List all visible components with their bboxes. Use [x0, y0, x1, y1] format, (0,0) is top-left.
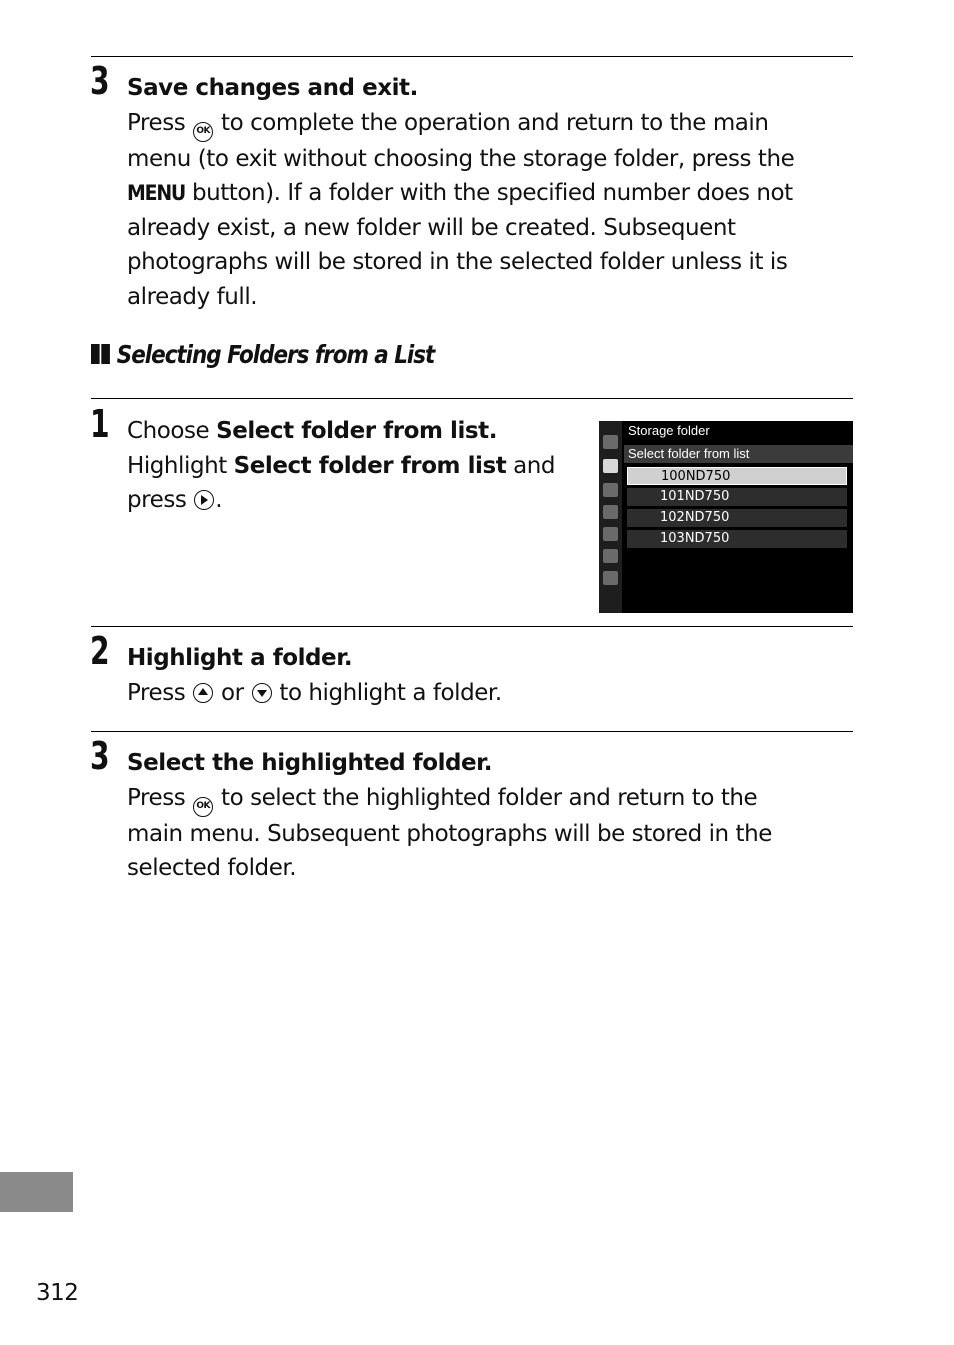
my-menu-icon [603, 571, 618, 585]
step-number: 3 [90, 59, 110, 103]
section-heading: Selecting Folders from a List [91, 340, 434, 370]
wrench-menu-icon [603, 527, 618, 541]
multi-selector-down-icon [252, 683, 272, 703]
step1-body [127, 414, 555, 518]
step-heading: Save changes and exit. [127, 75, 418, 101]
step-text-line: selected folder. [127, 855, 297, 882]
step-text-line: Press OK to select the highlighted folder and return to the [127, 781, 772, 817]
ok-button-icon: OK [193, 122, 213, 142]
folder-row[interactable]: 101ND750 [627, 488, 847, 506]
step-text-line: press . [127, 487, 223, 514]
step-text-line: photographs will be stored in the selected folder unless it is [127, 249, 788, 276]
step-text-line: Press or to highlight a folder. [127, 679, 502, 706]
playback-menu-icon [603, 435, 618, 449]
step-text-line: menu (to exit without choosing the storage folder, press the [127, 145, 795, 172]
step-text-line: Press OK to complete the operation and return to the main [127, 106, 794, 142]
movie-menu-icon [603, 483, 618, 497]
step3-body [127, 746, 772, 886]
multi-selector-up-icon [193, 683, 213, 703]
step-heading: Select the highlighted folder. [127, 750, 493, 776]
divider [91, 731, 853, 732]
page-number: 312 [36, 1280, 79, 1306]
ok-button-icon: OK [193, 797, 213, 817]
section-marker-icon [91, 341, 112, 370]
step-number: 3 [90, 734, 110, 778]
step-text-line: already full. [127, 283, 258, 310]
camera-menu-icon [603, 459, 618, 473]
step-text-line: MENU button). If a folder with the specified number does not [127, 180, 793, 207]
divider [91, 398, 853, 399]
step-number: 2 [90, 629, 110, 673]
step-text-line: main menu. Subsequent photographs will be stored in the [127, 820, 772, 847]
step-text-line: Highlight Select folder from list and [127, 452, 556, 479]
divider-top [91, 56, 853, 57]
step-number: 1 [90, 402, 110, 446]
step-heading: Choose Select folder from list. [127, 418, 497, 444]
folder-row[interactable]: 102ND750 [627, 509, 847, 527]
menu-sidebar [599, 421, 622, 613]
camera-menu-screen [599, 421, 853, 613]
multi-selector-right-icon [194, 490, 214, 510]
step-save-body [127, 71, 794, 315]
pencil-menu-icon [603, 505, 618, 519]
step-text-line: already exist, a new folder will be created. Subsequent [127, 214, 736, 241]
step2-body [127, 641, 502, 710]
retouch-menu-icon [603, 549, 618, 563]
folder-row[interactable]: 103ND750 [627, 530, 847, 548]
divider [91, 626, 853, 627]
menu-button-icon: MENU [127, 181, 186, 206]
screen-subtitle: Select folder from list [624, 445, 853, 463]
folder-row[interactable]: 100ND750 [627, 467, 847, 485]
chapter-tab [0, 1172, 73, 1212]
step-heading: Highlight a folder. [127, 645, 353, 671]
screen-title: Storage folder [628, 423, 710, 438]
